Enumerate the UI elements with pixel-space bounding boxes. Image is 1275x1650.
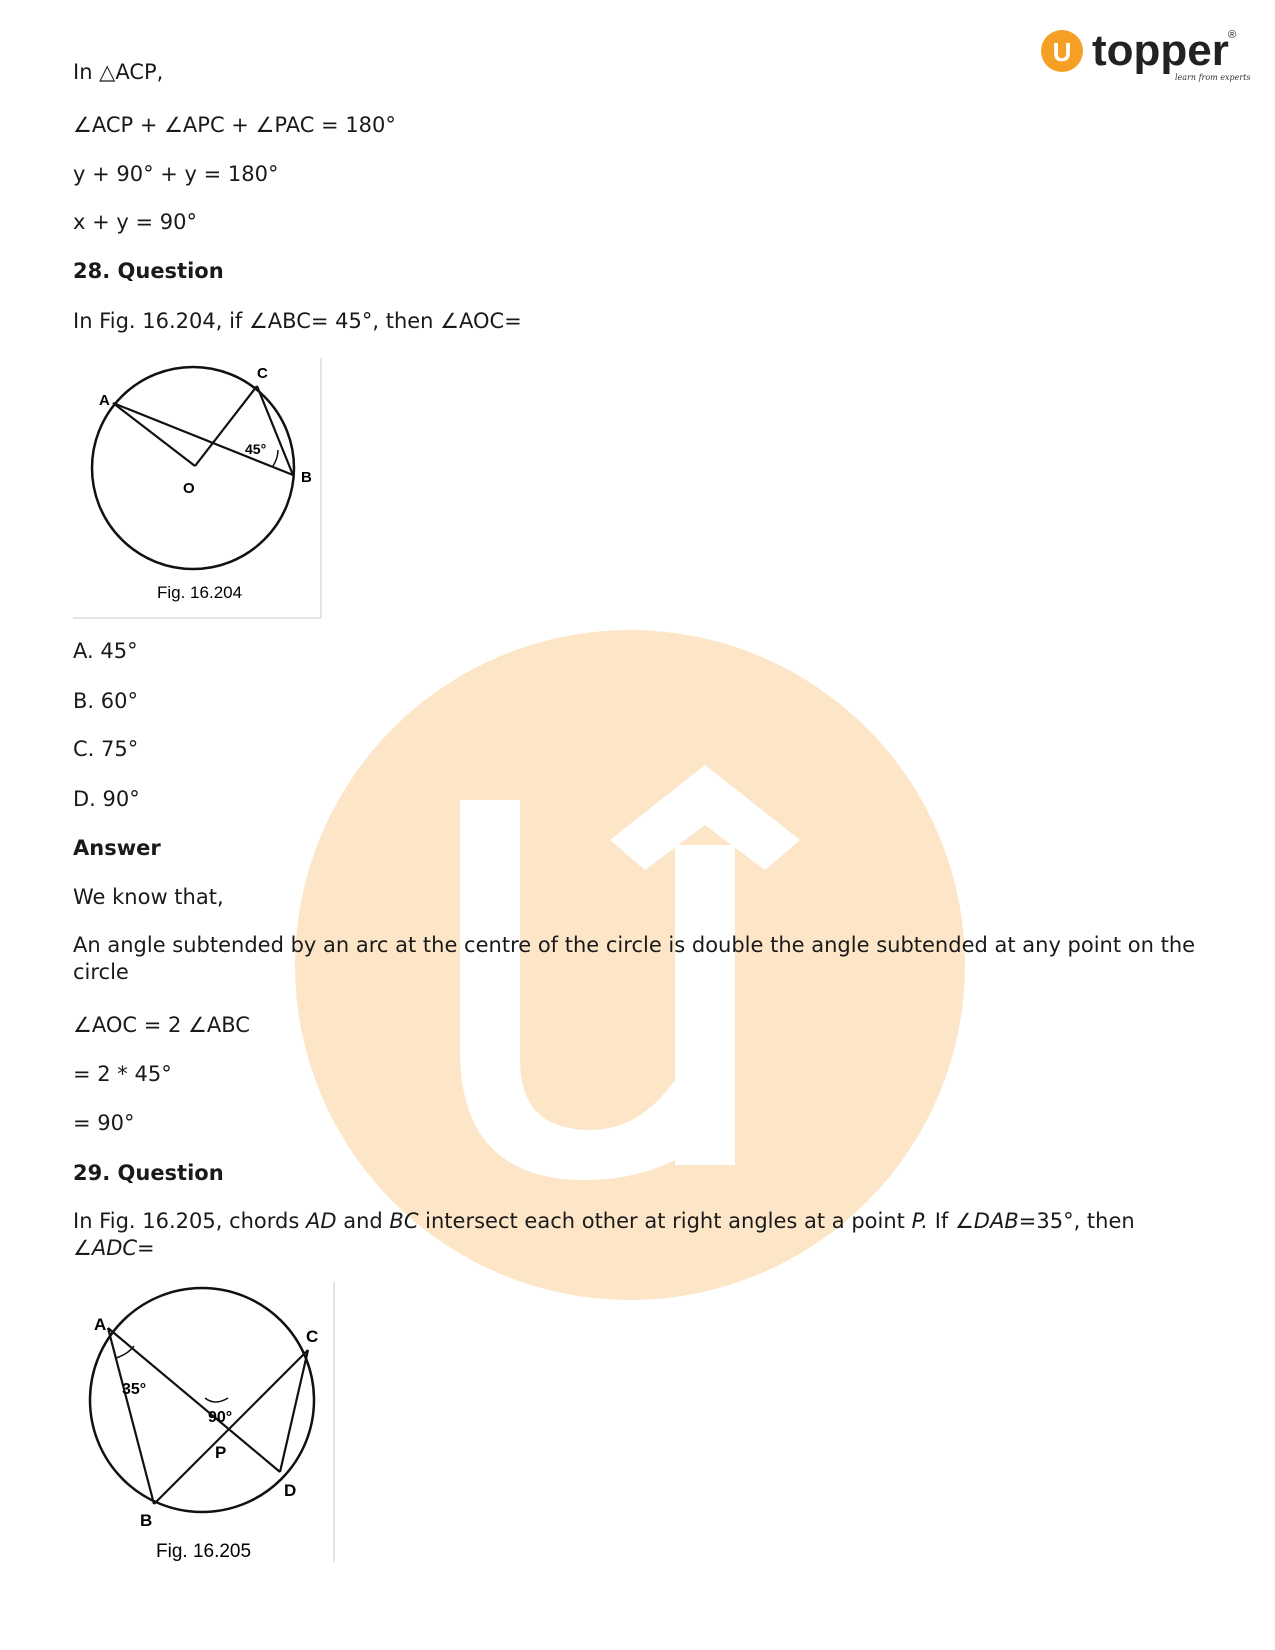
option-b: B. 60° (73, 689, 138, 713)
equation-line: y + 90° + y = 180° (73, 162, 279, 186)
answer-line: = 90° (73, 1111, 135, 1135)
svg-text:Fig. 16.204: Fig. 16.204 (157, 583, 243, 602)
logo-registered: ® (1228, 29, 1237, 41)
svg-text:Fig. 16.205: Fig. 16.205 (156, 1541, 252, 1562)
equation-line: ∠ACP + ∠APC + ∠PAC = 180° (73, 113, 396, 137)
svg-text:B: B (140, 1511, 153, 1530)
answer-line: ∠AOC = 2 ∠ABC (73, 1013, 250, 1037)
svg-text:C: C (306, 1327, 319, 1346)
option-a: A. 45° (73, 639, 138, 663)
svg-text:C: C (257, 365, 268, 382)
svg-text:D: D (284, 1481, 297, 1500)
triangle-intro: In △ACP, (73, 60, 164, 84)
svg-text:B: B (301, 469, 312, 486)
svg-text:P: P (215, 1443, 227, 1462)
question-text: In Fig. 16.204, if ∠ABC= 45°, then ∠AOC= (73, 309, 522, 333)
logo-wordmark: topper (1092, 26, 1229, 75)
svg-text:O: O (183, 480, 195, 497)
option-d: D. 90° (73, 787, 140, 811)
question-heading: 29. Question (73, 1161, 224, 1185)
question-heading: 28. Question (73, 259, 224, 283)
answer-line: = 2 * 45° (73, 1062, 172, 1086)
topper-logo (1040, 25, 1251, 90)
svg-text:A: A (99, 392, 110, 409)
figure-16-205 (80, 1282, 336, 1562)
svg-text:A: A (94, 1315, 107, 1334)
logo-mark-letter: U (1052, 37, 1072, 67)
question-text: In Fig. 16.205, chords AD and BC intersect each other at right angles at a point P. If ∠DAB=35°, then ∠ADC= (73, 1209, 1135, 1260)
svg-text:35°: 35° (122, 1381, 147, 1398)
answer-line: We know that, (73, 885, 224, 909)
answer-line: An angle subtended by an arc at the centre of the circle is double the angle subtended at any point on the circle (73, 933, 1196, 984)
logo-tagline: learn from experts (1175, 73, 1251, 82)
figure-16-204 (73, 358, 321, 620)
equation-line: x + y = 90° (73, 210, 197, 234)
svg-text:90°: 90° (208, 1409, 233, 1426)
svg-text:45°: 45° (245, 441, 267, 457)
answer-heading: Answer (73, 836, 161, 860)
option-c: C. 75° (73, 737, 139, 761)
